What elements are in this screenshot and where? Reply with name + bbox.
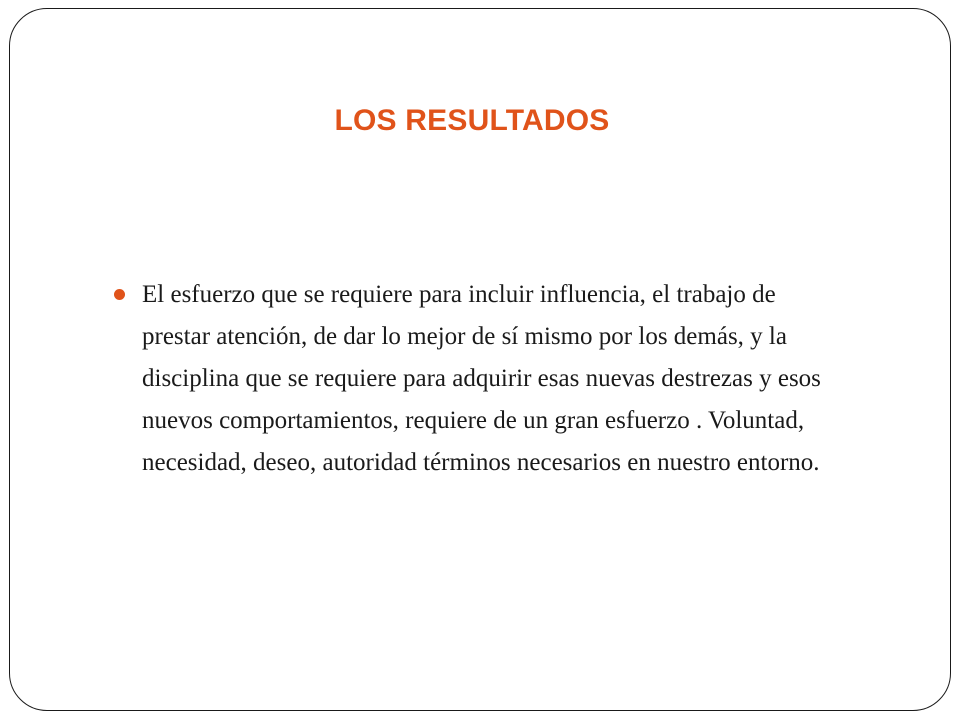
slide-content [114, 274, 834, 484]
bullet-text: El esfuerzo que se requiere para incluir influencia, el trabajo de prestar atención, de dar lo mejor de sí mismo por los demás, y la disciplina que se requiere para adquirir esas nuevas destrezas y esos nuevos comportamientos, requiere de un gran esfuerzo . Voluntad, necesidad, deseo, autoridad términos necesarios en nuestro entorno. [142, 281, 821, 476]
slide-frame [9, 8, 951, 711]
slide-title: LOS RESULTADOS [334, 104, 610, 137]
bullet-dot-icon [114, 289, 125, 300]
bullet-item [114, 274, 834, 484]
